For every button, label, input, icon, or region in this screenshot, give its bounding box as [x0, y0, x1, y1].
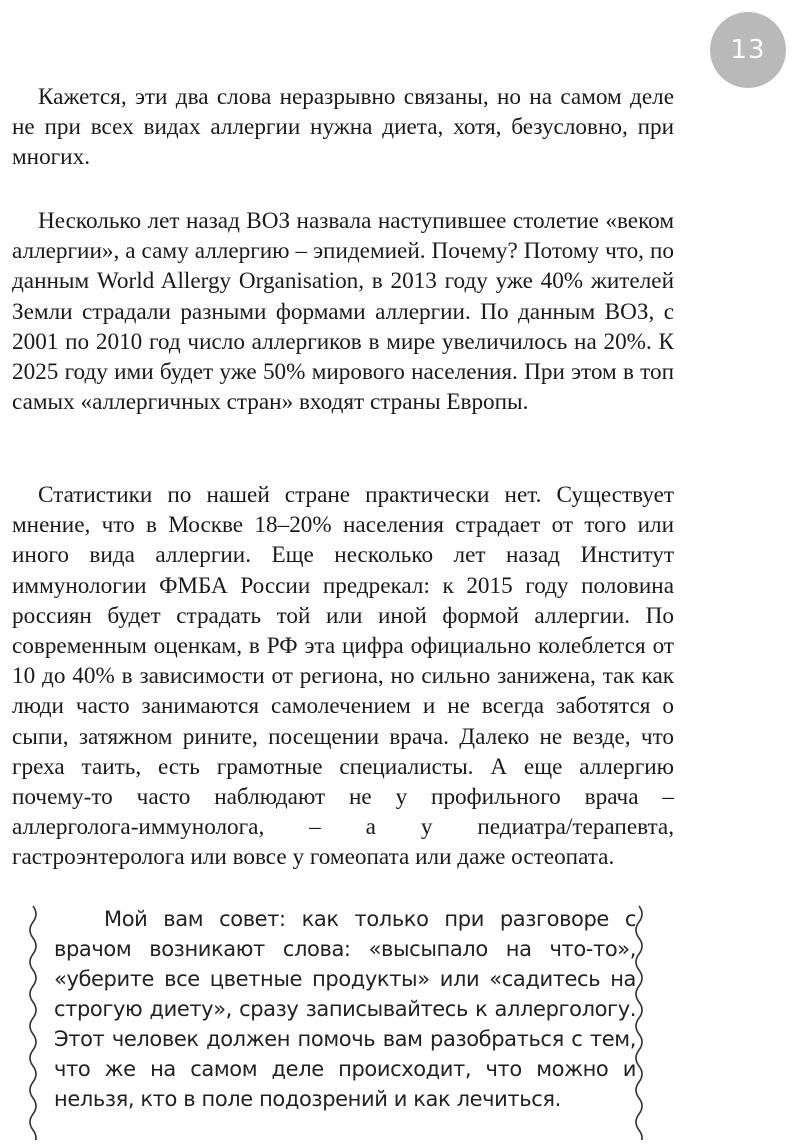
paragraph-2 — [12, 206, 674, 417]
paragraph-1 — [12, 82, 674, 173]
left-wavy-border — [26, 904, 40, 1140]
advice-callout — [26, 904, 648, 1140]
paragraph-1-text: Кажется, эти два слова неразрывно связаны, но на самом деле не при всех видах аллергии нужна диета, хотя, безусловно, при многих. — [12, 84, 674, 171]
page-number: 13 — [730, 35, 766, 65]
advice-text-block — [54, 904, 636, 1114]
paragraph-3-text: Статистики по нашей стране практически нет. Существует мнение, что в Москве 18–20% населения страдает от того или иного вида аллергии. Еще несколько лет назад Институт иммунологии ФМБА России предрекал: к 2015 году половина россиян будет страдать той или иной формой аллергии. По современным оценкам, в РФ эта цифра официально колеблется от 10 до 40% в зависимости от региона, но сильно занижена, так как люди часто занимаются самолечением и не всегда заботятся о сыпи, затяжном рините, посещении врача. Далеко не везде, что греха таить, есть грамотные специалисты. А еще аллергию почему-то часто наблюдают не у профильного врача – аллерголога-иммунолога, – а у педиатра/терапевта, гастроэнтеролога или вовсе у гомеопата или даже остеопата. — [12, 482, 674, 871]
page-number-badge — [710, 12, 786, 88]
paragraph-2-text: Несколько лет назад ВОЗ назвала наступившее столетие «веком аллергии», а саму аллергию – эпидемией. Почему? Потому что, по данным World Allergy Organisation, в 2013 году уже 40% жителей Земли страдали разными формами аллергии. По данным ВОЗ, с 2001 по 2010 год число аллергиков в мире увеличилось на 20%. К 2025 году ими будет уже 50% мирового населения. При этом в топ самых «аллергичных стран» входят страны Европы. — [12, 208, 674, 416]
paragraph-3 — [12, 480, 674, 873]
advice-text: Мой вам совет: как только при разговоре с врачом возникают слова: «высыпало на что-то», «уберите все цветные продукты» или «садитесь на строгую диету», сразу записывайтесь к аллергологу. Этот человек должен помочь вам разобраться с тем, что же на самом деле происходит, что можно и нельзя, кто в поле подозрений и как лечиться. — [54, 907, 636, 1111]
